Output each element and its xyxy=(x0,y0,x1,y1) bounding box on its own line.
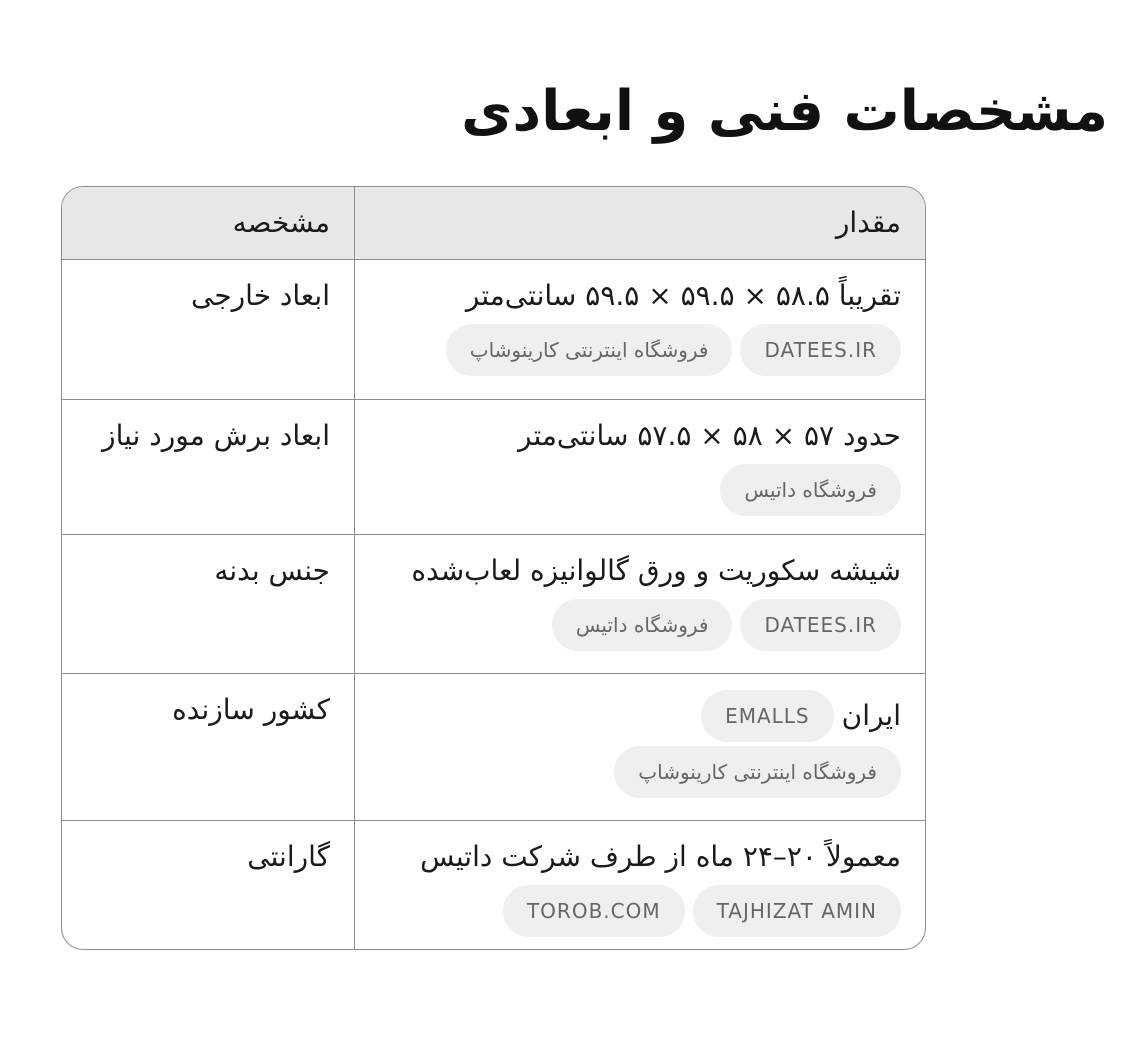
table-row xyxy=(62,820,925,949)
spec-cell: ابعاد برش مورد نیاز xyxy=(102,419,330,452)
source-chip[interactable]: TOROB.COM xyxy=(503,885,685,937)
value-cell xyxy=(354,535,925,673)
page-title: مشخصات فنی و ابعادی xyxy=(461,79,1108,144)
source-chip[interactable]: DATEES.IR xyxy=(740,324,901,376)
value-text: شیشه سکوریت و ورق گالوانیزه لعاب‌شده xyxy=(411,554,901,587)
table-row xyxy=(62,259,925,399)
source-chip[interactable]: فروشگاه اینترنتی کارینوشاپ xyxy=(614,746,901,798)
value-text: تقریباً ۵۸.۵ × ۵۹.۵ × ۵۹.۵ سانتی‌متر xyxy=(465,279,901,312)
value-cell xyxy=(354,821,925,949)
source-chip[interactable]: فروشگاه داتیس xyxy=(720,464,901,516)
value-cell xyxy=(354,674,925,820)
spec-cell: ابعاد خارجی xyxy=(191,279,330,312)
source-chip[interactable]: فروشگاه اینترنتی کارینوشاپ xyxy=(446,324,733,376)
value-cell xyxy=(354,400,925,534)
header-spec: مشخصه xyxy=(232,206,330,239)
spec-table xyxy=(61,186,926,950)
source-chip[interactable]: EMALLS xyxy=(701,690,834,742)
table-header-row xyxy=(62,187,925,259)
table-row xyxy=(62,534,925,673)
source-chip[interactable]: TAJHIZAT AMIN xyxy=(693,885,901,937)
table-row xyxy=(62,673,925,820)
header-value: مقدار xyxy=(354,187,925,259)
value-text: ایران xyxy=(841,699,901,732)
spec-cell: کشور سازنده xyxy=(172,693,330,726)
value-text: معمولاً ۲۰–۲۴ ماه از طرف شرکت داتیس xyxy=(420,840,901,873)
value-text: حدود ۵۷ × ۵۸ × ۵۷.۵ سانتی‌متر xyxy=(518,419,901,452)
spec-cell: جنس بدنه xyxy=(214,554,330,587)
spec-cell: گارانتی xyxy=(247,840,330,873)
value-cell xyxy=(354,260,925,399)
source-chip[interactable]: DATEES.IR xyxy=(740,599,901,651)
table-row xyxy=(62,399,925,534)
source-chip[interactable]: فروشگاه داتیس xyxy=(552,599,733,651)
